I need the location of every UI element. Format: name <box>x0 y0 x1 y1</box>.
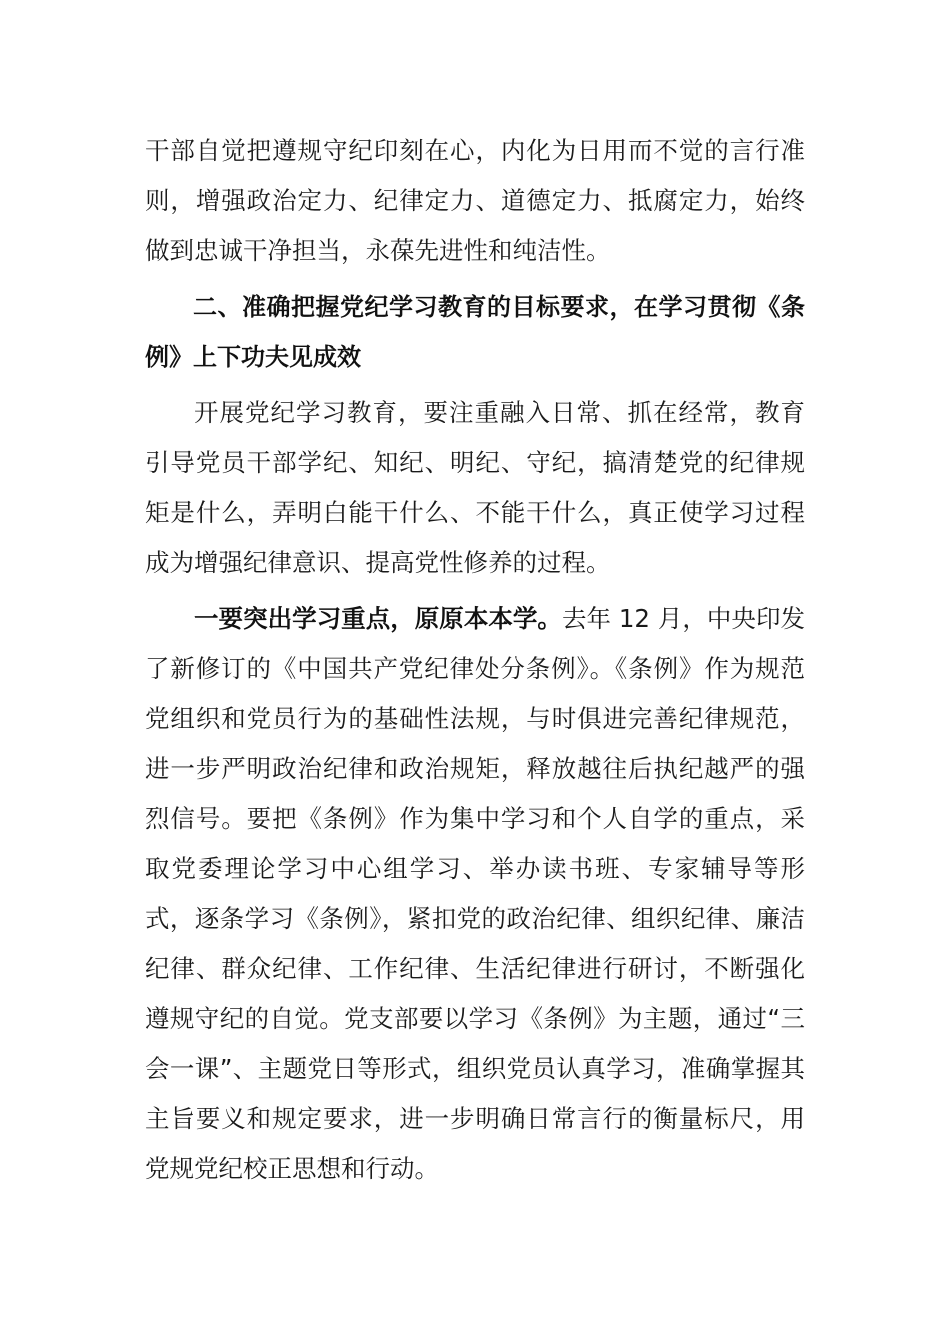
paragraph-lead-body: 去年 12 月，中央印发了新修订的《中国共产党纪律处分条例》。《条例》作为规范党组织和党员行为的基础性法规，与时俱进完善纪律规范，进一步严明政治纪律和政治规矩，释放越往后执纪越严的强烈信号。要把《条例》作为集中学习和个人自学的重点，采取党委理论学习中心组学习、举办读书班、专家辅导等形式，逐条学习《条例》，紧扣党的政治纪律、组织纪律、廉洁纪律、群众纪律、工作纪律、生活纪律进行研讨，不断强化遵规守纪的自觉。党支部要以学习《条例》为主题，通过“三会一课”、主题党日等形式，组织党员认真学习，准确掌握其主旨要义和规定要求，进一步明确日常言行的衡量标尺，用党规党纪校正思想和行动。 <box>145 604 805 1183</box>
paragraph-body: 开展党纪学习教育，要注重融入日常、抓在经常，教育引导党员干部学纪、知纪、明纪、守纪，搞清楚党的纪律规矩是什么，弄明白能干什么、不能干什么，真正使学习过程成为增强纪律意识、提高党性修养的过程。 <box>145 398 805 577</box>
document-page <box>145 126 805 1194</box>
paragraph-with-lead <box>145 594 805 1194</box>
paragraph-lead-bold: 一要突出学习重点，原原本本学。 <box>194 604 562 633</box>
section-heading: 二、准确把握党纪学习教育的目标要求，在学习贯彻《条例》上下功夫见成效 <box>145 293 805 371</box>
paragraph-continuation: 干部自觉把遵规守纪印刻在心，内化为日用而不觉的言行准则，增强政治定力、纪律定力、道德定力、抵腐定力，始终做到忠诚干净担当，永葆先进性和纯洁性。 <box>145 136 805 265</box>
